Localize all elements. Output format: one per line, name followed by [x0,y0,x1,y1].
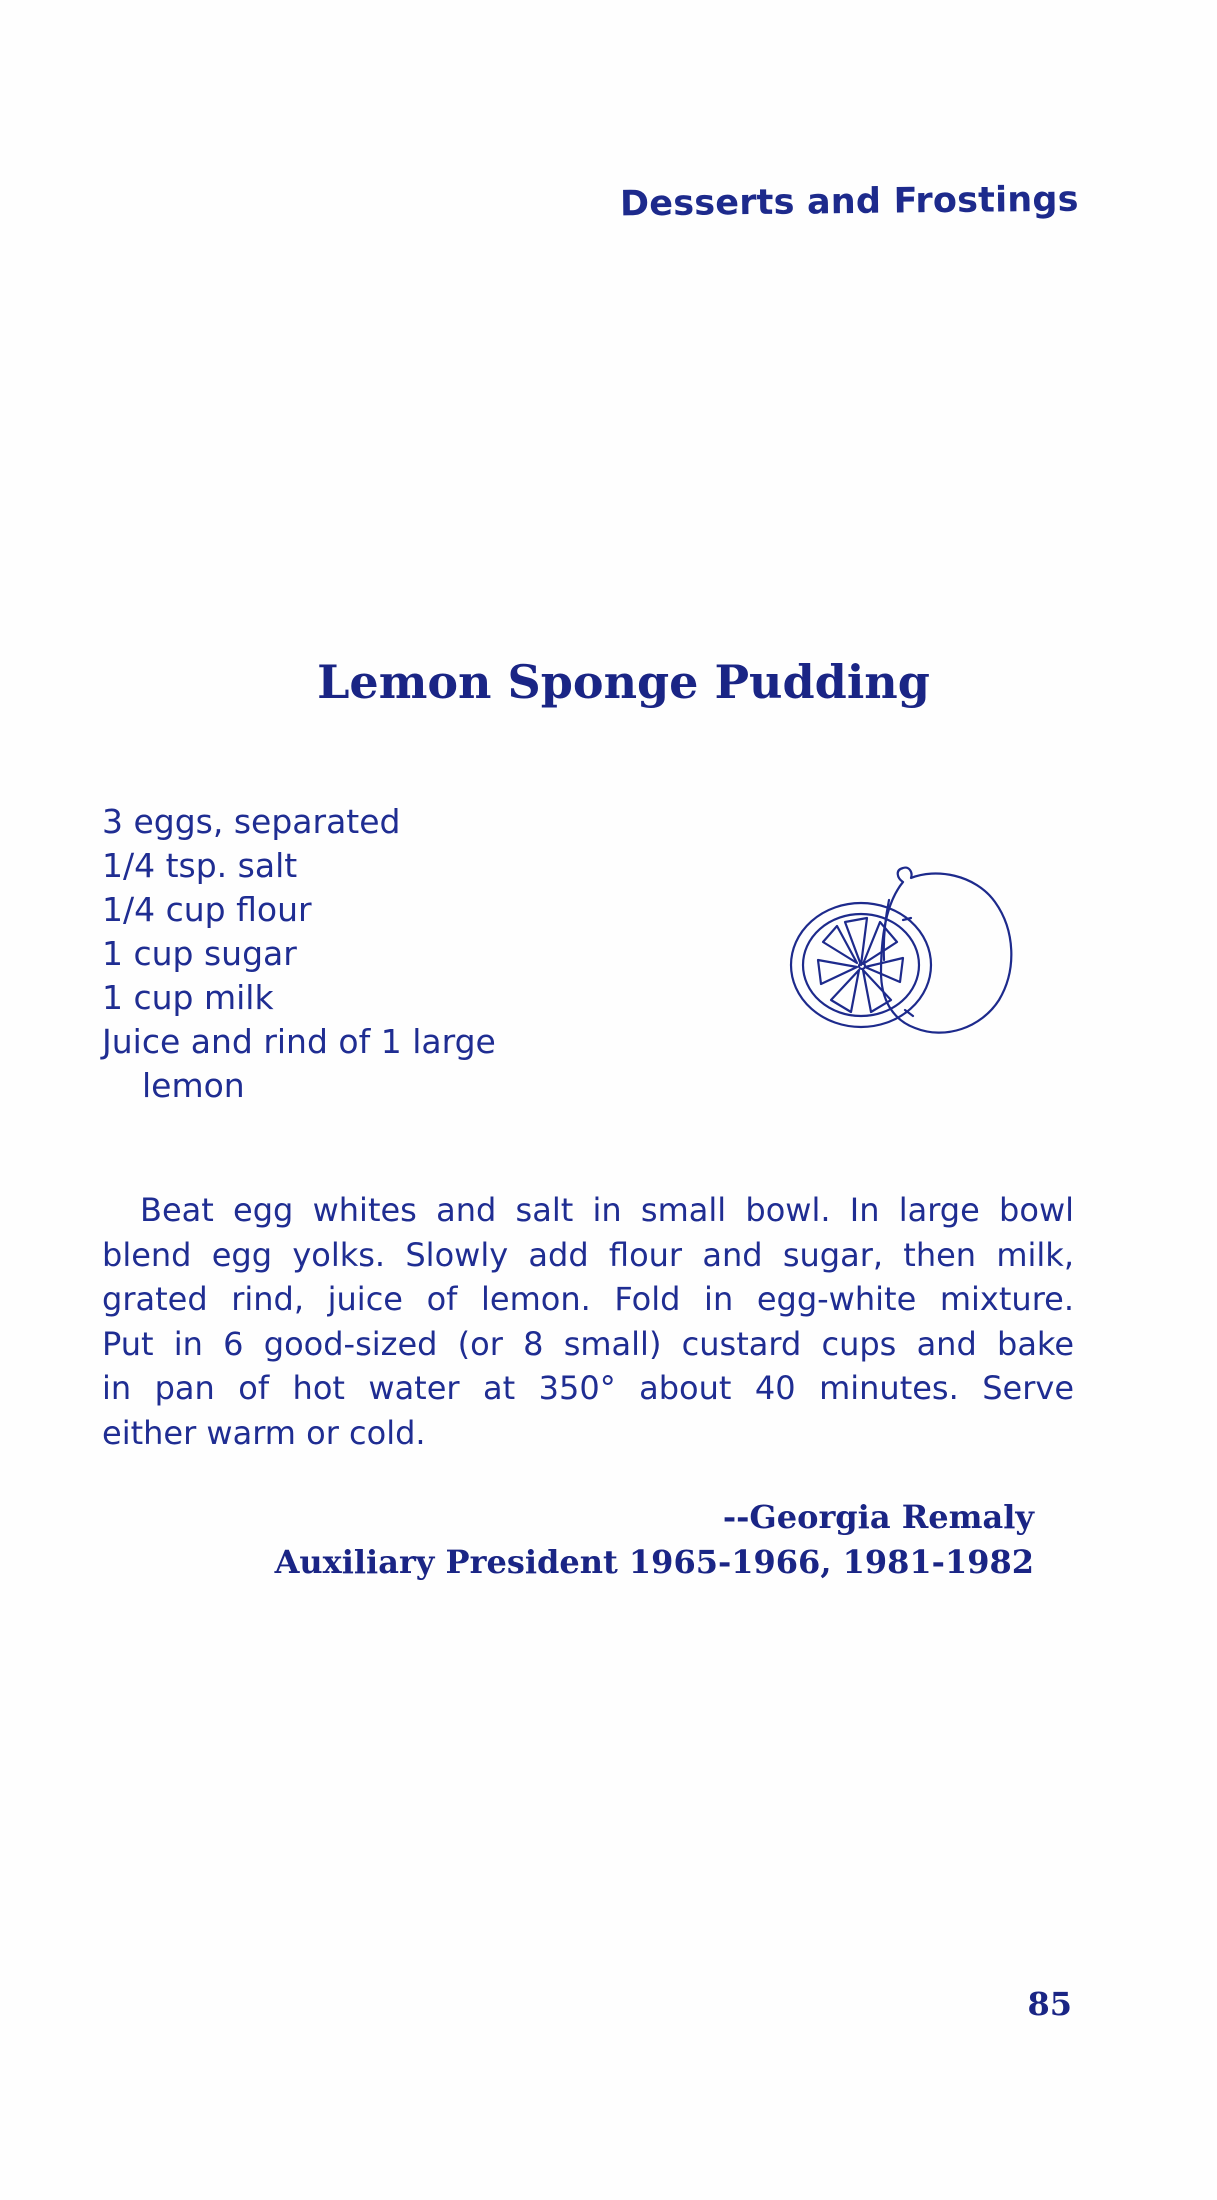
section-header: Desserts and Frostings [620,179,1080,225]
ingredient-item: 1/4 cup flour [102,890,312,929]
ingredient-item: 1 cup sugar [102,934,297,973]
ingredient-item-continuation: lemon [142,1066,245,1105]
recipe-title: Lemon Sponge Pudding [317,655,930,709]
recipe-instructions [102,1188,1074,1455]
ingredient-item: 1/4 tsp. salt [102,846,298,885]
instruction-line: blend egg yolks. Slowly add flour and sugar, then milk, [102,1235,1074,1274]
ingredient-list [102,800,496,1108]
contributor-role: Auxiliary President 1965-1966, 1981-1982 [274,1543,1034,1581]
instruction-line: Put in 6 good-sized (or 8 small) custard cups and bake [102,1324,1074,1363]
instruction-line: in pan of hot water at 350° about 40 minutes. Serve [102,1369,1074,1407]
ingredient-item: 3 eggs, separated [102,802,401,841]
contributor-name: --Georgia Remaly [722,1498,1034,1536]
instruction-line: Beat egg whites and salt in small bowl. In large bowl [140,1191,1074,1229]
recipe-attribution [275,1495,1034,1585]
page-number: 85 [1027,1985,1072,2023]
instruction-line: either warm or cold. [102,1413,426,1452]
ingredient-item: 1 cup milk [102,978,274,1017]
ingredient-item: Juice and rind of 1 large [102,1022,496,1061]
lemon-illustration-icon [785,860,1035,1045]
instruction-line: grated rind, juice of lemon. Fold in egg-white mixture. [102,1280,1074,1318]
